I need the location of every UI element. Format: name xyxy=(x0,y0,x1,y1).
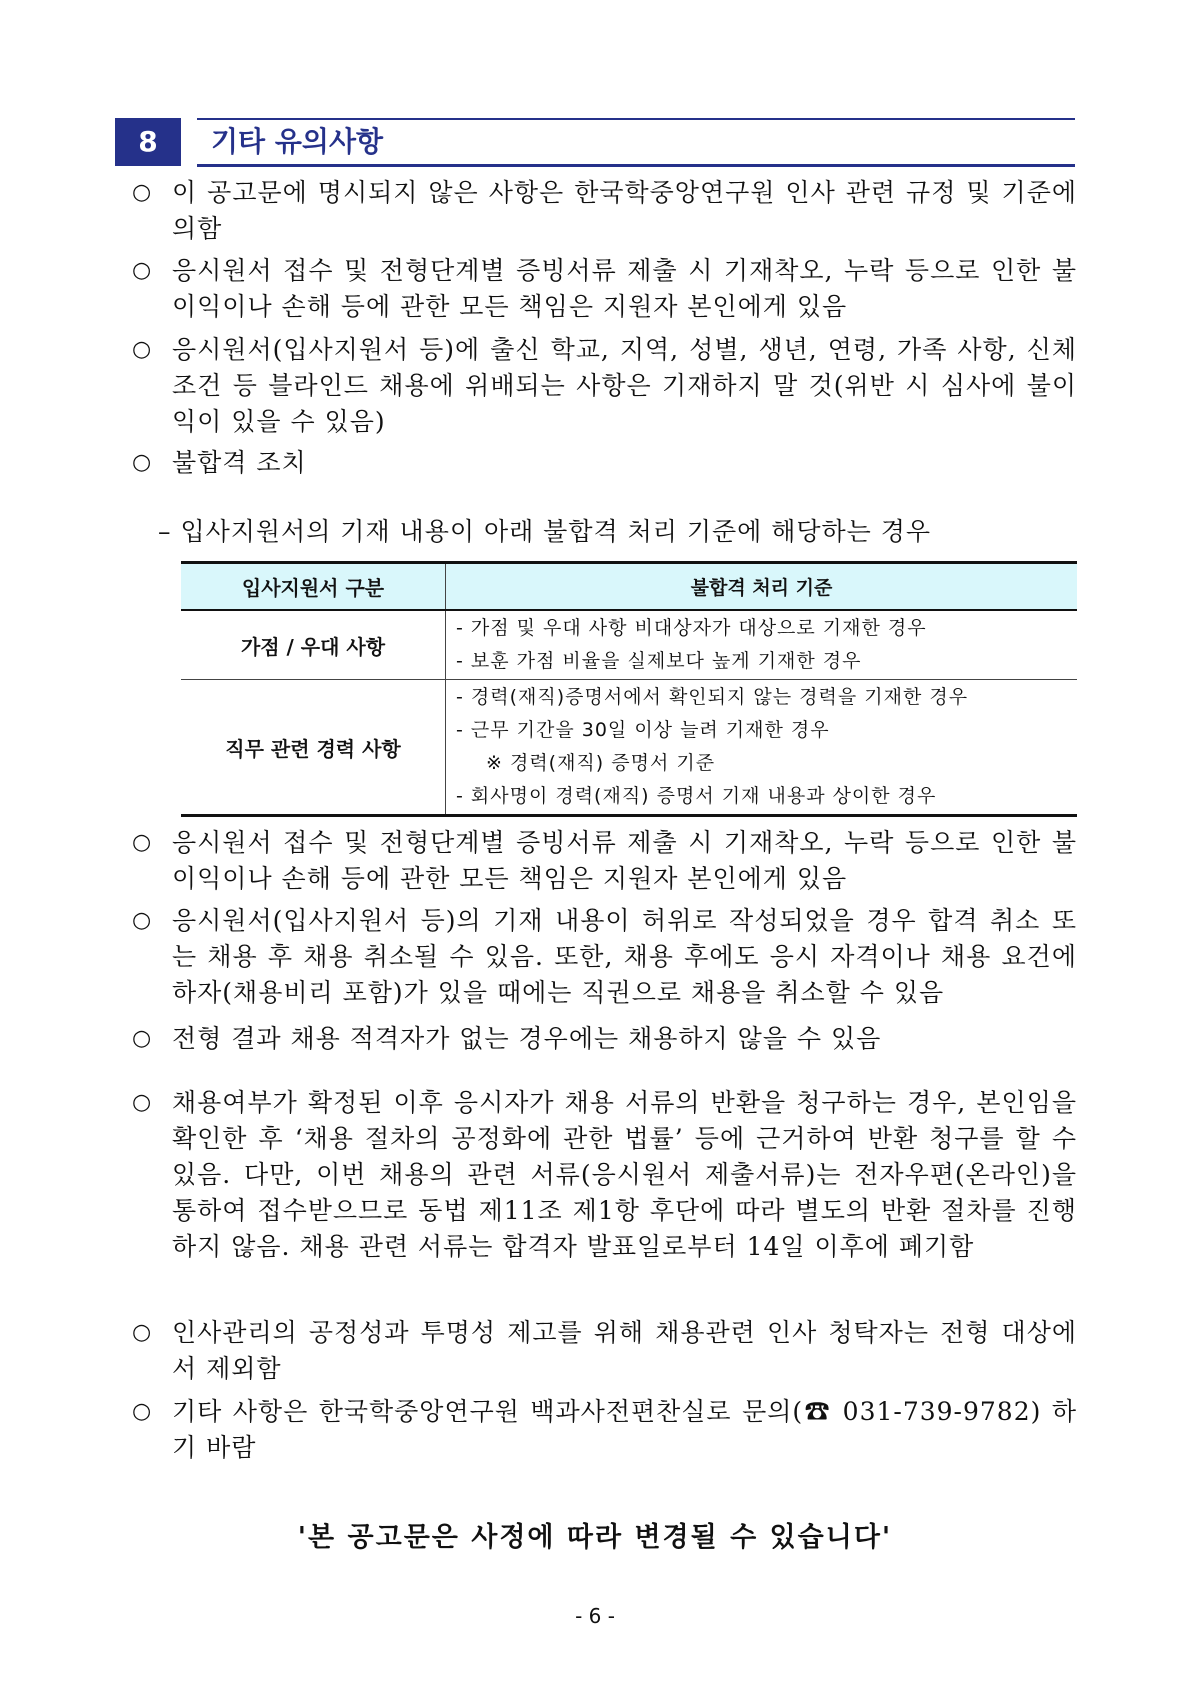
criteria-line: - 가점 및 우대 사항 비대상자가 대상으로 기재한 경우 xyxy=(456,617,927,639)
bullet-text: 인사관리의 공정성과 투명성 제고를 위해 채용관련 인사 청탁자는 전형 대상에서 제외함 xyxy=(172,1318,1077,1383)
criteria-line: - 회사명이 경력(재직) 증명서 기재 내용과 상이한 경우 xyxy=(456,785,937,807)
bullet-text: 기타 사항은 한국학중앙연구원 백과사전편찬실로 문의(☎ 031-739-9782) 하기 바람 xyxy=(172,1397,1077,1462)
table-cell-category: 가점 / 우대 사항 xyxy=(181,610,446,680)
criteria-note: ※ 경력(재직) 증명서 기준 xyxy=(486,752,716,774)
table-header-category: 입사지원서 구분 xyxy=(181,563,446,611)
bullet-text: 응시원서(입사지원서 등)의 기재 내용이 허위로 작성되었을 경우 합격 취소 또는 채용 후 채용 취소될 수 있음. 또한, 채용 후에도 응시 자격이나 채용 요건에 하자(채용비리 포함)가 있을 때에는 직권으로 채용을 취소할 수 있음 xyxy=(172,906,1077,1007)
bullet-item xyxy=(132,1085,1077,1265)
page-number: - 6 - xyxy=(575,1604,615,1628)
bullet-mark: ○ xyxy=(132,830,152,855)
criteria-line: - 경력(재직)증명서에서 확인되지 않는 경력을 기재한 경우 xyxy=(456,686,969,708)
table-cell-criteria xyxy=(446,610,1078,680)
bullet-mark: ○ xyxy=(132,1026,152,1051)
bullet-item xyxy=(132,253,1077,325)
section-title: 기타 유의사항 xyxy=(211,125,384,158)
criteria-line: - 보훈 가점 비율을 실제보다 높게 기재한 경우 xyxy=(456,650,862,672)
dash-item: – 입사지원서의 기재 내용이 아래 불합격 처리 기준에 해당하는 경우 xyxy=(158,517,932,546)
bullet-text: 응시원서 접수 및 전형단계별 증빙서류 제출 시 기재착오, 누락 등으로 인한 불이익이나 손해 등에 관한 모든 책임은 지원자 본인에게 있음 xyxy=(172,256,1077,321)
table-cell-criteria xyxy=(446,680,1078,816)
table-header-row xyxy=(181,563,1077,611)
bullet-mark: ○ xyxy=(132,258,152,283)
section-number: 8 xyxy=(115,118,181,166)
bullet-item xyxy=(132,903,1077,1011)
bullet-text: 불합격 조치 xyxy=(172,448,307,477)
bullet-mark: ○ xyxy=(132,908,152,933)
bullet-item xyxy=(132,825,1077,897)
bullet-mark: ○ xyxy=(132,1090,152,1115)
bullet-item xyxy=(132,1394,1077,1466)
bullet-text: 채용여부가 확정된 이후 응시자가 채용 서류의 반환을 청구하는 경우, 본인임을 확인한 후 ‘채용 절차의 공정화에 관한 법률’ 등에 근거하여 반환 청구를 할 수 있음. 다만, 이번 채용의 관련 서류(응시원서 제출서류)는 전자우편(온라인)을 통하여 접수받으므로 동법 제11조 제1항 후단에 따라 별도의 반환 절차를 진행하지 않음. 채용 관련 서류는 합격자 발표일로부터 14일 이후에 폐기함 xyxy=(172,1088,1077,1261)
table-cell-category: 직무 관련 경력 사항 xyxy=(181,680,446,816)
closing-notice: '본 공고문은 사정에 따라 변경될 수 있습니다' xyxy=(297,1522,893,1553)
bullet-item xyxy=(132,332,1077,440)
bullet-text: 전형 결과 채용 적격자가 없는 경우에는 채용하지 않을 수 있음 xyxy=(172,1024,882,1053)
bullet-mark: ○ xyxy=(132,337,152,362)
bullet-item xyxy=(132,175,1077,247)
bullet-text: 응시원서(입사지원서 등)에 출신 학교, 지역, 성별, 생년, 연령, 가족 사항, 신체조건 등 블라인드 채용에 위배되는 사항은 기재하지 말 것(위반 시 심사에 불이익이 있을 수 있음) xyxy=(172,335,1077,436)
section-header xyxy=(115,118,1075,166)
header-rule-bottom xyxy=(197,164,1075,167)
table-row xyxy=(181,610,1077,680)
bullet-item xyxy=(132,1315,1077,1387)
bullet-item xyxy=(132,1021,1077,1057)
bullet-item xyxy=(132,445,1077,481)
bullet-mark: ○ xyxy=(132,180,152,205)
bullet-mark: ○ xyxy=(132,1399,152,1424)
bullet-mark: ○ xyxy=(132,1320,152,1345)
table-header-criteria: 불합격 처리 기준 xyxy=(446,563,1078,611)
bullet-text: 이 공고문에 명시되지 않은 사항은 한국학중앙연구원 인사 관련 규정 및 기준에 의함 xyxy=(172,178,1077,243)
disqualification-table xyxy=(181,561,1077,817)
bullet-mark: ○ xyxy=(132,450,152,475)
table-row xyxy=(181,680,1077,816)
criteria-line: - 근무 기간을 30일 이상 늘려 기재한 경우 xyxy=(456,719,830,741)
bullet-text: 응시원서 접수 및 전형단계별 증빙서류 제출 시 기재착오, 누락 등으로 인한 불이익이나 손해 등에 관한 모든 책임은 지원자 본인에게 있음 xyxy=(172,828,1077,893)
